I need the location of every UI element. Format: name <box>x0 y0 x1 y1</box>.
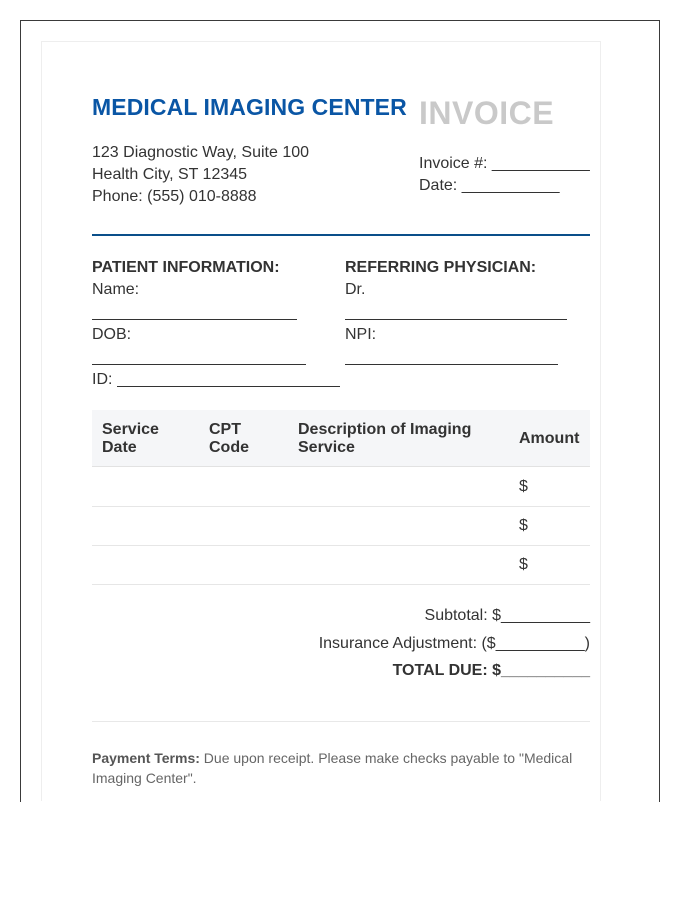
physician-name-line <box>345 319 567 320</box>
payment-terms-label: Payment Terms: <box>92 750 200 766</box>
address-line-2: Health City, ST 12345 <box>92 166 248 183</box>
physician-name-label: Dr. <box>345 281 366 298</box>
column-header-cpt-code: CPT Code <box>209 421 249 456</box>
table-row-1-amount: $ <box>519 478 528 495</box>
total-due-line: TOTAL DUE: $__________ <box>392 662 590 679</box>
table-row-1-divider <box>92 506 590 507</box>
patient-id-line <box>117 386 340 387</box>
physician-npi-label: NPI: <box>345 326 377 343</box>
document-type-label: INVOICE <box>419 95 555 131</box>
patient-info-heading: PATIENT INFORMATION: <box>92 259 280 276</box>
subtotal-line: Subtotal: $__________ <box>424 607 590 624</box>
invoice-date-field: Date: ___________ <box>419 177 560 194</box>
invoice-number-field: Invoice #: ___________ <box>419 155 590 172</box>
patient-dob-label: DOB: <box>92 326 132 343</box>
patient-name-line <box>92 319 297 320</box>
column-header-description: Description of Imaging Service <box>298 421 472 456</box>
patient-id-label: ID: <box>92 371 113 388</box>
payment-terms <box>92 748 592 788</box>
table-row-3-divider <box>92 584 590 585</box>
table-row-2-amount: $ <box>519 517 528 534</box>
referring-physician-heading: REFERRING PHYSICIAN: <box>345 259 537 276</box>
patient-dob-line <box>92 364 306 365</box>
header-divider <box>92 234 590 236</box>
payment-terms-text: Due upon receipt. Please make checks payable to "Medical Imaging Center". <box>92 750 573 786</box>
patient-name-label: Name: <box>92 281 140 298</box>
insurance-adjustment-line: Insurance Adjustment: ($__________) <box>318 635 590 652</box>
footer-divider <box>92 721 590 722</box>
phone-number: Phone: (555) 010-8888 <box>92 188 257 205</box>
physician-npi-line <box>345 364 558 365</box>
table-row-2-divider <box>92 545 590 546</box>
column-header-amount: Amount <box>519 430 580 447</box>
column-header-service-date: Service Date <box>102 421 159 456</box>
company-name: MEDICAL IMAGING CENTER <box>92 94 407 120</box>
address-line-1: 123 Diagnostic Way, Suite 100 <box>92 144 310 161</box>
table-row-3-amount: $ <box>519 556 528 573</box>
